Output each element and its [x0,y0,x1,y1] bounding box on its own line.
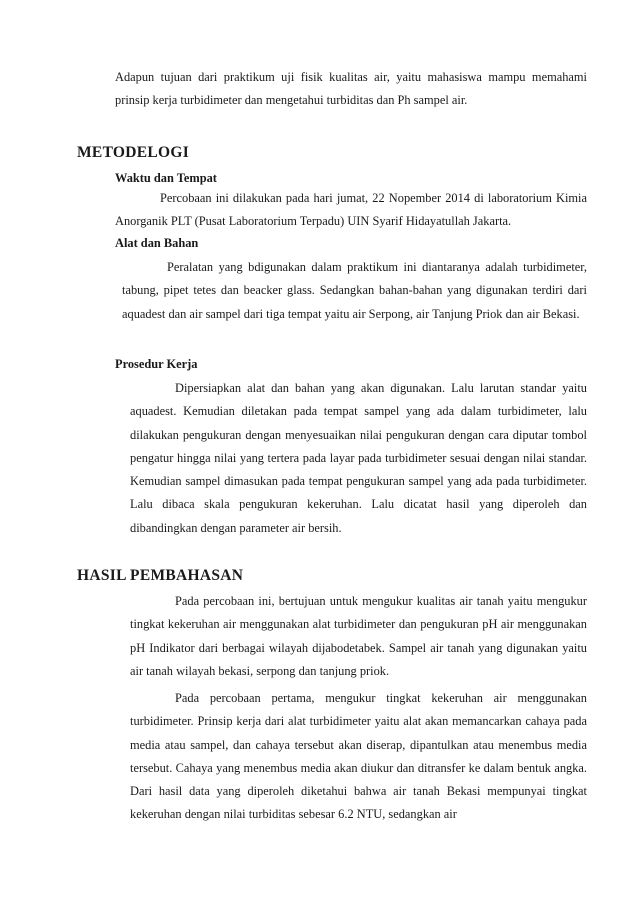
alat-paragraph: Peralatan yang bdigunakan dalam praktikum ini diantaranya adalah turbidimeter, tabung, pipet tetes dan beacker glass. Sedangkan bahan-bahan yang digunakan terdiri dari aquadest dan air sampel dari tiga tempat yaitu air Serpong, air Tanjung Priok dan air Bekasi. [122,260,587,321]
hasil-paragraph-2: Pada percobaan pertama, mengukur tingkat kekeruhan air menggunakan turbidimeter. Prinsip kerja dari alat turbidimeter yaitu alat akan memancarkan cahaya pada media atau sampel, dan cahaya tersebut akan diserap, dipantulkan atau menembus media tersebut. Cahaya yang menembus media akan diukur dan ditransfer ke dalam bentuk angka. Dari hasil data yang diperoleh diketahui bahwa air tanah Bekasi mempunyai tingkat kekeruhan dengan nilai turbiditas sebesar 6.2 NTU, sedangkan air [130,691,587,822]
waktu-paragraph: Percobaan ini dilakukan pada hari jumat, 22 Nopember 2014 di laboratorium Kimia Anorganik PLT (Pusat Laboratorium Terpadu) UIN Syarif Hidayatullah Jakarta. [115,191,587,229]
section-heading-metodelogi: METODELOGI [77,144,190,161]
subheading-alat-dan-bahan: Alat dan Bahan [115,236,199,250]
subheading-prosedur-kerja: Prosedur Kerja [115,357,198,371]
hasil-paragraph-1: Pada percobaan ini, bertujuan untuk mengukur kualitas air tanah yaitu mengukur tingkat kekeruhan air menggunakan alat turbidimeter dan pengukuran pH air menggunakan pH Indikator dari berbagai wilayah dijabodetabek. Sampel air tanah yang digunakan yaitu air tanah wilayah bekasi, serpong dan tanjung priok. [130,594,587,678]
prosedur-paragraph: Dipersiapkan alat dan bahan yang akan digunakan. Lalu larutan standar yaitu aquadest. Kemudian diletakan pada tempat sampel yang ada dalam turbidimeter, lalu dilakukan pengukuran dengan menyesuaikan nilai pengukuran dengan cara diputar tombol pengatur hingga nilai yang tertera pada layar pada turbidimeter sesuai dengan nilai standar. Kemudian sampel dimasukan pada tempat pengukuran sampel yang ada pada turbidimeter. Lalu dibaca skala pengukuran kekeruhan. Lalu dicatat hasil yang diperoleh dan dibandingkan dengan parameter air bersih. [130,381,587,535]
subheading-waktu-dan-tempat: Waktu dan Tempat [115,171,217,185]
section-heading-hasil-pembahasan: HASIL PEMBAHASAN [77,567,244,584]
intro-paragraph: Adapun tujuan dari praktikum uji fisik kualitas air, yaitu mahasiswa mampu memahami prinsip kerja turbidimeter dan mengetahui turbiditas dan Ph sampel air. [115,70,587,108]
